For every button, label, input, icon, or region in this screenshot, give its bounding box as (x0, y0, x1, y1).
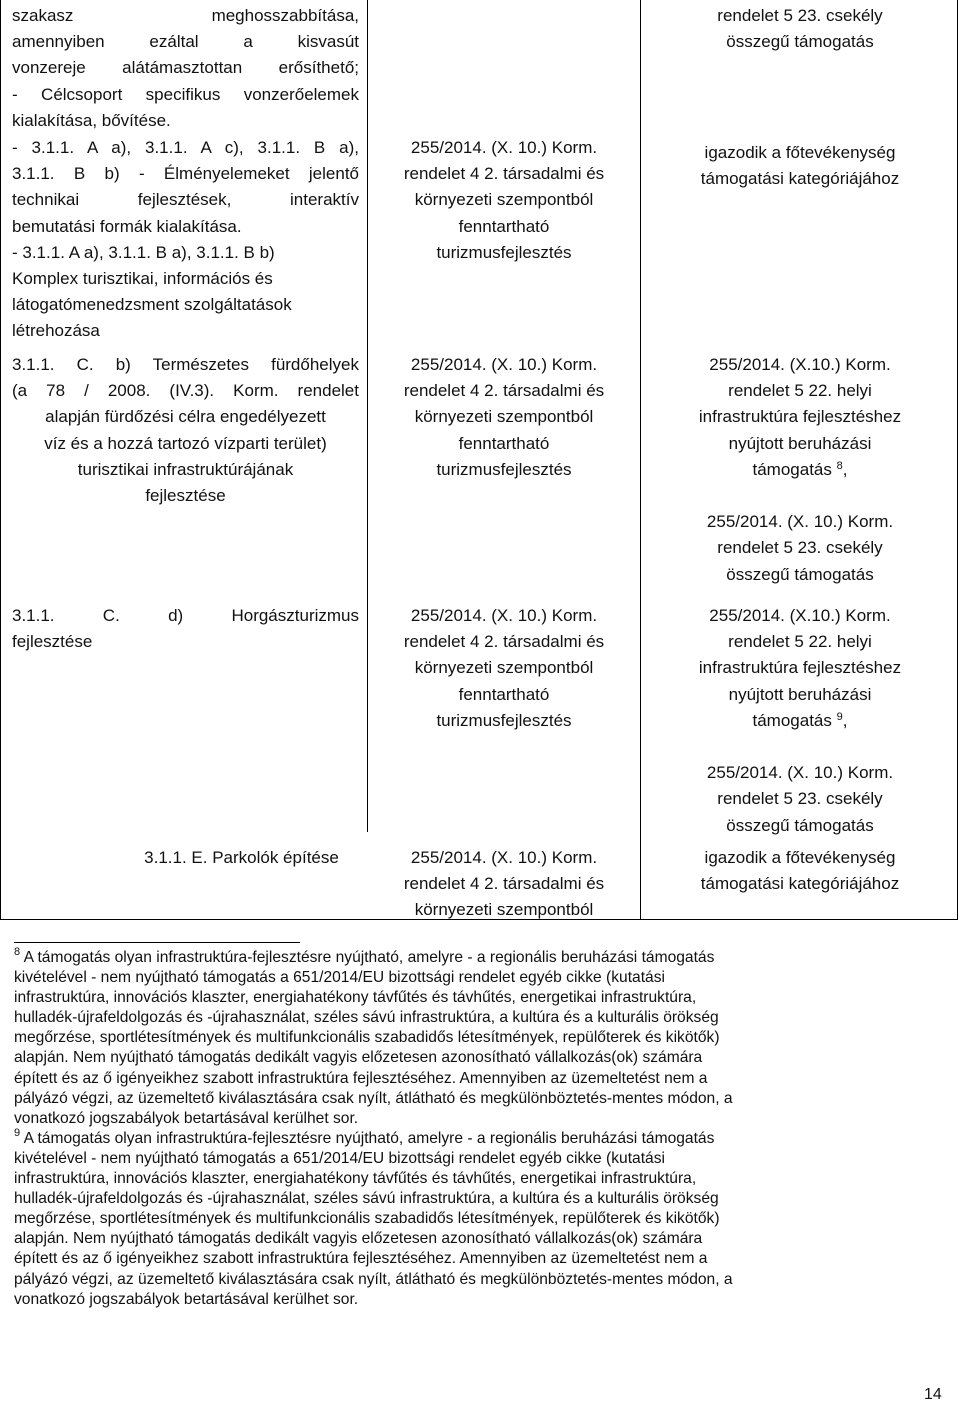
text-line: rendelet 5 23. csekély (717, 789, 883, 809)
text-line: - 3.1.1. A a), 3.1.1. B a), 3.1.1. B b) (12, 242, 275, 262)
text-line: fejlesztése (145, 486, 226, 506)
footnote-number: 8 (14, 946, 21, 958)
text-line: látogatómenedzsment szolgáltatások (12, 295, 292, 315)
footnote-text: A támogatás olyan infrastruktúra-fejlesztésre nyújtható, amelyre - a regionális beruházási támogatás (20, 949, 715, 966)
text-line: kialakítása, bővítése. (12, 110, 171, 130)
text-line: 3.1.1. E. Parkolók építése (144, 848, 339, 867)
text-line: 255/2014. (X. 10.) Korm. (410, 355, 598, 374)
row4-col1 (12, 603, 359, 655)
footnote-line: kivételével - nem nyújtható támogatás a 651/2014/EU bizottsági rendelet egyéb cikke (kutatási (14, 969, 665, 987)
text-line: támogatási kategóriájához (700, 169, 900, 189)
text-line: összegű támogatás (726, 32, 874, 52)
footnote-line: megőrzése, sportlétesítmények és multifunkcionális szabadidős létesítmények, repülőterek és kikötők) (14, 1210, 720, 1228)
text-line: rendelet 4 2. társadalmi és (403, 164, 605, 184)
page-number: 14 (924, 1386, 942, 1403)
spacer (650, 734, 950, 760)
text-line: alapján fürdőzési célra engedélyezett (45, 407, 326, 427)
text-line: nyújtott beruházási (728, 684, 872, 704)
text-line: (a 78 / 2008. (IV.3). Korm. rendelet (12, 381, 359, 401)
table-border-right (957, 0, 958, 920)
trailing-comma: , (842, 459, 848, 479)
text-line: fenntartható (458, 684, 550, 704)
text-line: turizmusfejlesztés (436, 242, 572, 262)
text-line: fenntartható (458, 216, 550, 236)
text-line: rendelet 4 2. társadalmi és (403, 381, 605, 401)
text-line: 255/2014. (X.10.) Korm. (709, 606, 891, 625)
table-border-col1 (367, 0, 368, 832)
row4-col2 (374, 603, 634, 734)
footnote-line: alapján. Nem nyújtható támogatás dedikált vagyis előzetesen azonosítható vállalkozás(ok) számára (14, 1230, 703, 1248)
footnote-line: infrastruktúra, innovációs klaszter, energiahatékony távfűtés és távhűtés, energetikai infrastruktúra, (14, 989, 697, 1007)
table-border-col2 (640, 0, 641, 920)
footnote-line: infrastruktúra, innovációs klaszter, energiahatékony távfűtés és távhűtés, energetikai infrastruktúra, (14, 1170, 697, 1188)
footnote-line: épített és az ő igényeikhez szabott infrastruktúra fejlesztéséhez. Amennyiben az üzemeltetést nem a (14, 1069, 708, 1087)
text-line: turizmusfejlesztés (436, 710, 572, 730)
row2-col3 (650, 140, 950, 192)
text-line: 3.1.1. C. d) Horgászturizmus (12, 606, 359, 625)
footnote-line: vonatkozó jogszabályok betartásával kerülhet sor. (14, 1290, 359, 1308)
row1-col1 (12, 3, 359, 134)
footnote-text: A támogatás olyan infrastruktúra-fejlesztésre nyújtható, amelyre - a regionális beruházási támogatás (20, 1129, 715, 1147)
text-line: rendelet 4 2. társadalmi és (403, 874, 605, 894)
text-line: támogatási kategóriájához (700, 874, 900, 894)
text-line: fenntartható (458, 433, 550, 453)
trailing-comma: , (842, 710, 848, 730)
footnote-9-line (14, 1126, 932, 1149)
text-line: rendelet 5 22. helyi (728, 381, 872, 401)
text-line: létrehozása (12, 321, 100, 341)
footnote-ref-9[interactable]: 9 (836, 710, 843, 723)
row3-col2 (374, 352, 634, 483)
row5-col1 (12, 845, 359, 871)
text-line: környezeti szempontból (414, 900, 594, 920)
text-line: szakasz meghosszabbítása, (12, 6, 359, 25)
footnote-line: hulladék-újrafeldolgozás és -újrahasználat, széles sávú infrastruktúra, a kultúra és a kulturális örökség (14, 1190, 719, 1208)
text-line: víz és a hozzá tartozó vízparti terület) (44, 433, 327, 453)
text-line: igazodik a főtevékenység (704, 143, 896, 162)
support-word: támogatás (752, 710, 832, 730)
row2-col1 (12, 135, 359, 345)
text-line: rendelet 5 23. csekély (717, 6, 883, 25)
footnote-line: megőrzése, sportlétesítmények és multifunkcionális szabadidős létesítmények, repülőterek és kikötők) (14, 1029, 720, 1047)
text-line: 255/2014. (X. 10.) Korm. (410, 138, 598, 157)
text-line (650, 457, 950, 483)
text-line: 255/2014. (X. 10.) Korm. (410, 848, 598, 867)
row4-col3 (650, 603, 950, 839)
text-line: infrastruktúra fejlesztéshez (698, 658, 902, 678)
text-line: - 3.1.1. A a), 3.1.1. A c), 3.1.1. B a), (12, 138, 359, 157)
text-line: 255/2014. (X.10.) Korm. (709, 355, 891, 374)
row3-col3 (650, 352, 950, 588)
footnote-ref-8[interactable]: 8 (836, 459, 843, 472)
text-line: amennyiben ezáltal a kisvasút (12, 32, 359, 52)
row2-col2 (374, 135, 634, 266)
footnote-line: pályázó végzi, az üzemeltető kiválasztására csak nyílt, átlátható és megkülönböztetés-mentes módon, a (14, 1089, 733, 1107)
text-line: környezeti szempontból (414, 190, 594, 210)
text-line: rendelet 4 2. társadalmi és (403, 632, 605, 652)
text-line: vonzereje alátámasztottan erősíthető; (12, 58, 359, 78)
table-border-left (0, 0, 1, 920)
footnote-line: épített és az ő igényeikhez szabott infrastruktúra fejlesztéséhez. Amennyiben az üzemeltetést nem a (14, 1250, 708, 1268)
text-line: 255/2014. (X. 10.) Korm. (706, 512, 894, 532)
text-line: Komplex turisztikai, információs és (12, 269, 273, 289)
text-line (650, 708, 950, 734)
text-line: rendelet 5 23. csekély (717, 538, 883, 558)
text-line: nyújtott beruházási (728, 433, 872, 453)
row1-col3 (650, 3, 950, 55)
text-line: fejlesztése (12, 632, 93, 652)
row5-col2 (374, 845, 634, 924)
footnote-line: pályázó végzi, az üzemeltető kiválasztására csak nyílt, átlátható és megkülönböztetés-mentes módon, a (14, 1270, 733, 1288)
text-line: környezeti szempontból (414, 658, 594, 678)
spacer (650, 483, 950, 509)
text-line: bemutatási formák kialakítása. (12, 216, 242, 236)
support-word: támogatás (752, 459, 832, 479)
text-line: 3.1.1. B b) - Élményelemeket jelentő (12, 164, 359, 184)
text-line: 255/2014. (X. 10.) Korm. (410, 606, 598, 625)
row3-col1 (12, 352, 359, 509)
text-line: infrastruktúra fejlesztéshez (698, 407, 902, 427)
text-line: turisztikai infrastruktúrájának (77, 459, 294, 479)
footnote-line: vonatkozó jogszabályok betartásával kerülhet sor. (14, 1109, 359, 1127)
footnote-line: kivételével - nem nyújtható támogatás a 651/2014/EU bizottsági rendelet egyéb cikke (kutatási (14, 1149, 665, 1167)
text-line: 3.1.1. C. b) Természetes fürdőhelyek (12, 355, 359, 374)
text-line: környezeti szempontból (414, 407, 594, 427)
footnote-separator (14, 942, 300, 943)
text-line: 255/2014. (X. 10.) Korm. (706, 763, 894, 783)
footnote-number: 9 (14, 1126, 21, 1139)
text-line: összegű támogatás (726, 564, 874, 584)
text-line: - Célcsoport specifikus vonzerőelemek (12, 84, 359, 104)
text-line: technikai fejlesztések, interaktív (12, 190, 359, 210)
footnotes (14, 948, 932, 1310)
footnote-line: alapján. Nem nyújtható támogatás dedikált vagyis előzetesen azonosítható vállalkozás(ok) számára (14, 1049, 703, 1067)
text-line: igazodik a főtevékenység (704, 848, 896, 867)
text-line: turizmusfejlesztés (436, 459, 572, 479)
footnote-line: hulladék-újrafeldolgozás és -újrahasználat, széles sávú infrastruktúra, a kultúra és a kulturális örökség (14, 1009, 719, 1027)
text-line: rendelet 5 22. helyi (728, 632, 872, 652)
text-line: összegű támogatás (726, 815, 874, 835)
row5-col3 (650, 845, 950, 897)
footnote-8-line (14, 948, 932, 968)
